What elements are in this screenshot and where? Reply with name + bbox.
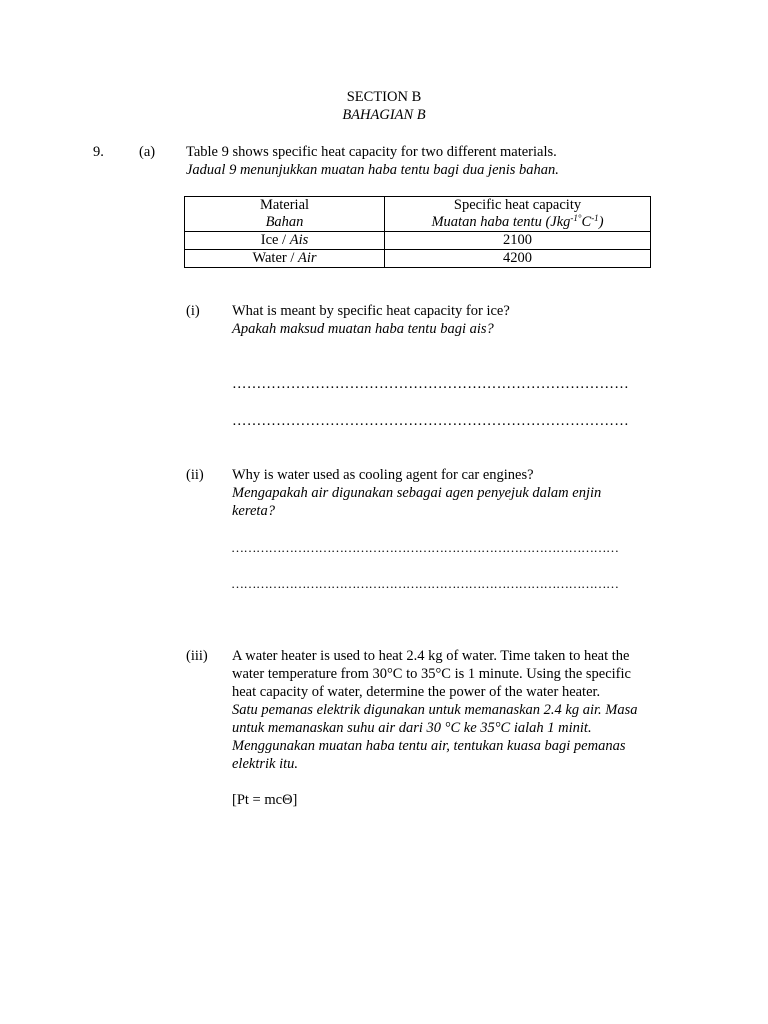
section-title: SECTION B [346,89,422,105]
row-value-water: 4200 [385,250,651,268]
specific-heat-table [184,196,651,268]
sub-i-question: What is meant by specific heat capacity for ice? [232,303,510,319]
sub-i-answer-line-2[interactable]: ……………………………………………………………………… [232,413,629,429]
sub-i-answer-line-1[interactable]: ……………………………………………………………………… [232,376,629,392]
sub-ii-answer-line-1[interactable]: ………………………………………………………………………………… [231,540,619,555]
header-shc-label: Specific heat capacity [453,197,582,213]
table-row [185,232,651,250]
sub-i-question-ms: Apakah maksud muatan haba tentu bagi ais? [232,321,494,337]
sub-ii-question-ms-2: kereta? [232,503,275,519]
row-value-ice: 2100 [385,232,651,250]
sub-ii-label: (ii) [186,467,204,483]
part-a-intro: Table 9 shows specific heat capacity for two different materials. [186,144,557,160]
header-material-label-ms: Bahan [265,214,304,230]
sub-iii-formula: [Pt = mcΘ] [232,792,298,808]
header-material-label: Material [259,197,310,213]
sub-iii-question-ms-line-4: elektrik itu. [232,756,299,772]
sub-iii-question-line-1: A water heater is used to heat 2.4 kg of water. Time taken to heat the [232,648,630,664]
table-header-row [185,197,651,232]
question-number: 9. [93,144,104,160]
sub-iii-question-line-3: heat capacity of water, determine the power of the water heater. [232,684,601,700]
part-a-label: (a) [139,144,156,160]
part-a-intro-ms: Jadual 9 menunjukkan muatan haba tentu bagi dua jenis bahan. [186,162,559,178]
section-title-ms: BAHAGIAN B [342,107,426,123]
table-row [185,250,651,268]
sub-ii-question-ms-1: Mengapakah air digunakan sebagai agen penyejuk dalam enjin [232,485,602,501]
sub-iii-question-ms-line-1: Satu pemanas elektrik digunakan untuk memanaskan 2.4 kg air. Masa [232,702,638,718]
sub-ii-question: Why is water used as cooling agent for car engines? [232,467,534,483]
sub-i-label: (i) [186,303,200,319]
sub-iii-question-ms-line-2: untuk memanaskan suhu air dari 30 °C ke 35°C ialah 1 minit. [232,720,592,736]
header-material [185,197,385,232]
sub-iii-question-ms-line-3: Menggunakan muatan haba tentu air, tentukan kuasa bagi pemanas [232,738,626,754]
row-material-ice: Ice / Ais [185,232,385,250]
sub-ii-answer-line-2[interactable]: ………………………………………………………………………………… [231,576,619,591]
sub-iii-question-line-2: water temperature from 30°C to 35°C is 1 minute. Using the specific [232,666,631,682]
sub-iii-label: (iii) [186,648,208,664]
header-shc-label-ms: Muatan haba tentu $(Jkg^{-1^\circ}C^{-1})$ [431,213,604,230]
header-shc [385,197,651,232]
row-material-water: Water / Air [185,250,385,268]
